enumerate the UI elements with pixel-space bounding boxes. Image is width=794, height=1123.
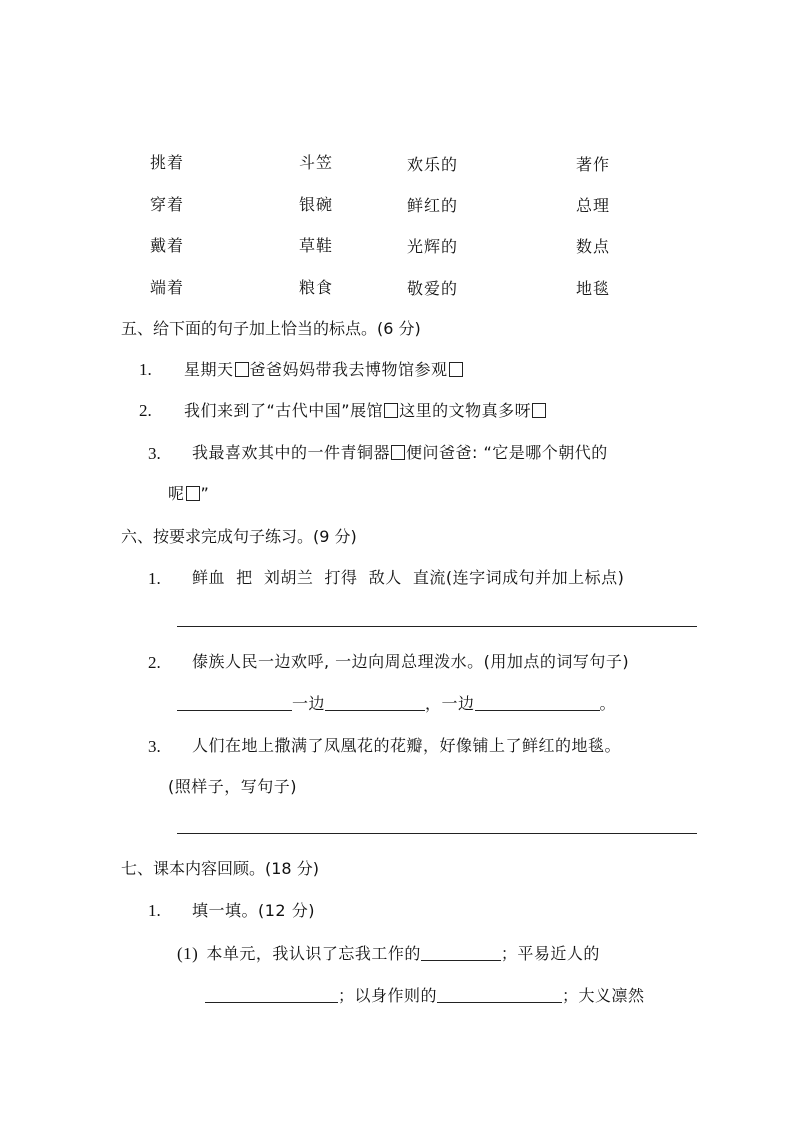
word-item: 数点 (576, 237, 611, 256)
punctuation-box[interactable] (391, 445, 405, 460)
question-sentence: 鲜血 把 刘胡兰 打得 敌人 直流(连字词成句并加上标点) (192, 568, 625, 587)
fill-text: 。 (599, 694, 617, 713)
section-heading: 七、课本内容回顾。(18 分) (121, 859, 319, 878)
sentence-part: 呢 (168, 484, 185, 503)
question-sentence: 傣族人民一边欢呼, 一边向周总理泼水。(用加点的词写句子) (192, 652, 630, 671)
word-item: 著作 (576, 155, 611, 174)
question-number: 2. (139, 401, 152, 420)
word-item: 欢乐的 (407, 155, 459, 174)
answer-blank[interactable] (421, 946, 501, 961)
fill-text: 一边 (292, 694, 326, 713)
question-number: 2. (148, 653, 161, 672)
word-item: 鲜红的 (407, 196, 459, 215)
sentence-part: 星期天 (184, 360, 234, 379)
word-item: 斗笠 (299, 153, 334, 172)
sentence-part: 我最喜欢其中的一件青铜器 (192, 443, 391, 462)
sentence-part: 这里的文物真多呀 (399, 401, 532, 420)
answer-blank[interactable] (205, 988, 338, 1003)
answer-blank[interactable] (475, 696, 600, 711)
question-sentence (184, 357, 464, 380)
punctuation-box[interactable] (384, 403, 398, 418)
word-item: 地毯 (576, 279, 611, 298)
question-sentence (192, 440, 608, 463)
word-item: 穿着 (150, 195, 185, 214)
punctuation-box[interactable] (186, 486, 200, 501)
word-item: 挑着 (150, 153, 185, 172)
question-number: 3. (148, 737, 161, 756)
word-item: 总理 (576, 196, 611, 215)
question-sentence (184, 398, 547, 421)
sub-question-text: 本单元，我认识了忘我工作的 (206, 944, 421, 963)
question-sentence-continued (168, 481, 209, 504)
question-number: 1. (148, 569, 161, 588)
question-number: 3. (148, 444, 161, 463)
sub-question-continued (205, 983, 645, 1006)
fill-text: ，一边 (425, 694, 475, 713)
sub-question-text: ；大义凛然 (562, 986, 645, 1005)
word-item: 敬爱的 (407, 279, 459, 298)
answer-blank[interactable] (325, 696, 425, 711)
word-item: 光辉的 (407, 237, 459, 256)
section-heading: 五、给下面的句子加上恰当的标点。(6 分) (121, 319, 421, 338)
sentence-part: 爸爸妈妈带我去博物馆参观 (249, 360, 448, 379)
section-heading: 六、按要求完成句子练习。(9 分) (121, 527, 357, 546)
word-item: 戴着 (150, 236, 185, 255)
word-item: 粮食 (299, 278, 334, 297)
sub-question-text: ；平易近人的 (500, 944, 600, 963)
word-item: 草鞋 (299, 236, 334, 255)
fill-in-sentence (177, 691, 616, 714)
answer-line[interactable] (177, 833, 697, 834)
punctuation-box[interactable] (449, 362, 463, 377)
sentence-part: 便问爸爸: “它是哪个朝代的 (406, 443, 608, 462)
answer-blank[interactable] (437, 988, 562, 1003)
question-sentence: 填一填。(12 分) (192, 901, 315, 920)
word-item: 银碗 (299, 195, 334, 214)
punctuation-box[interactable] (532, 403, 546, 418)
sub-question-text: ；以身作则的 (338, 986, 438, 1005)
question-number: 1. (139, 360, 152, 379)
question-sentence: 人们在地上撒满了凤凰花的花瓣，好像铺上了鲜红的地毯。 (192, 736, 622, 755)
sentence-part: 我们来到了“古代中国”展馆 (184, 401, 384, 420)
answer-line[interactable] (177, 626, 697, 627)
word-item: 端着 (150, 278, 185, 297)
sub-question (177, 941, 600, 964)
answer-blank[interactable] (177, 696, 292, 711)
sentence-part: ” (200, 484, 210, 503)
question-number: 1. (148, 901, 161, 920)
question-hint: (照样子，写句子) (168, 777, 297, 796)
punctuation-box[interactable] (235, 362, 249, 377)
sub-question-number: (1) (177, 944, 199, 963)
